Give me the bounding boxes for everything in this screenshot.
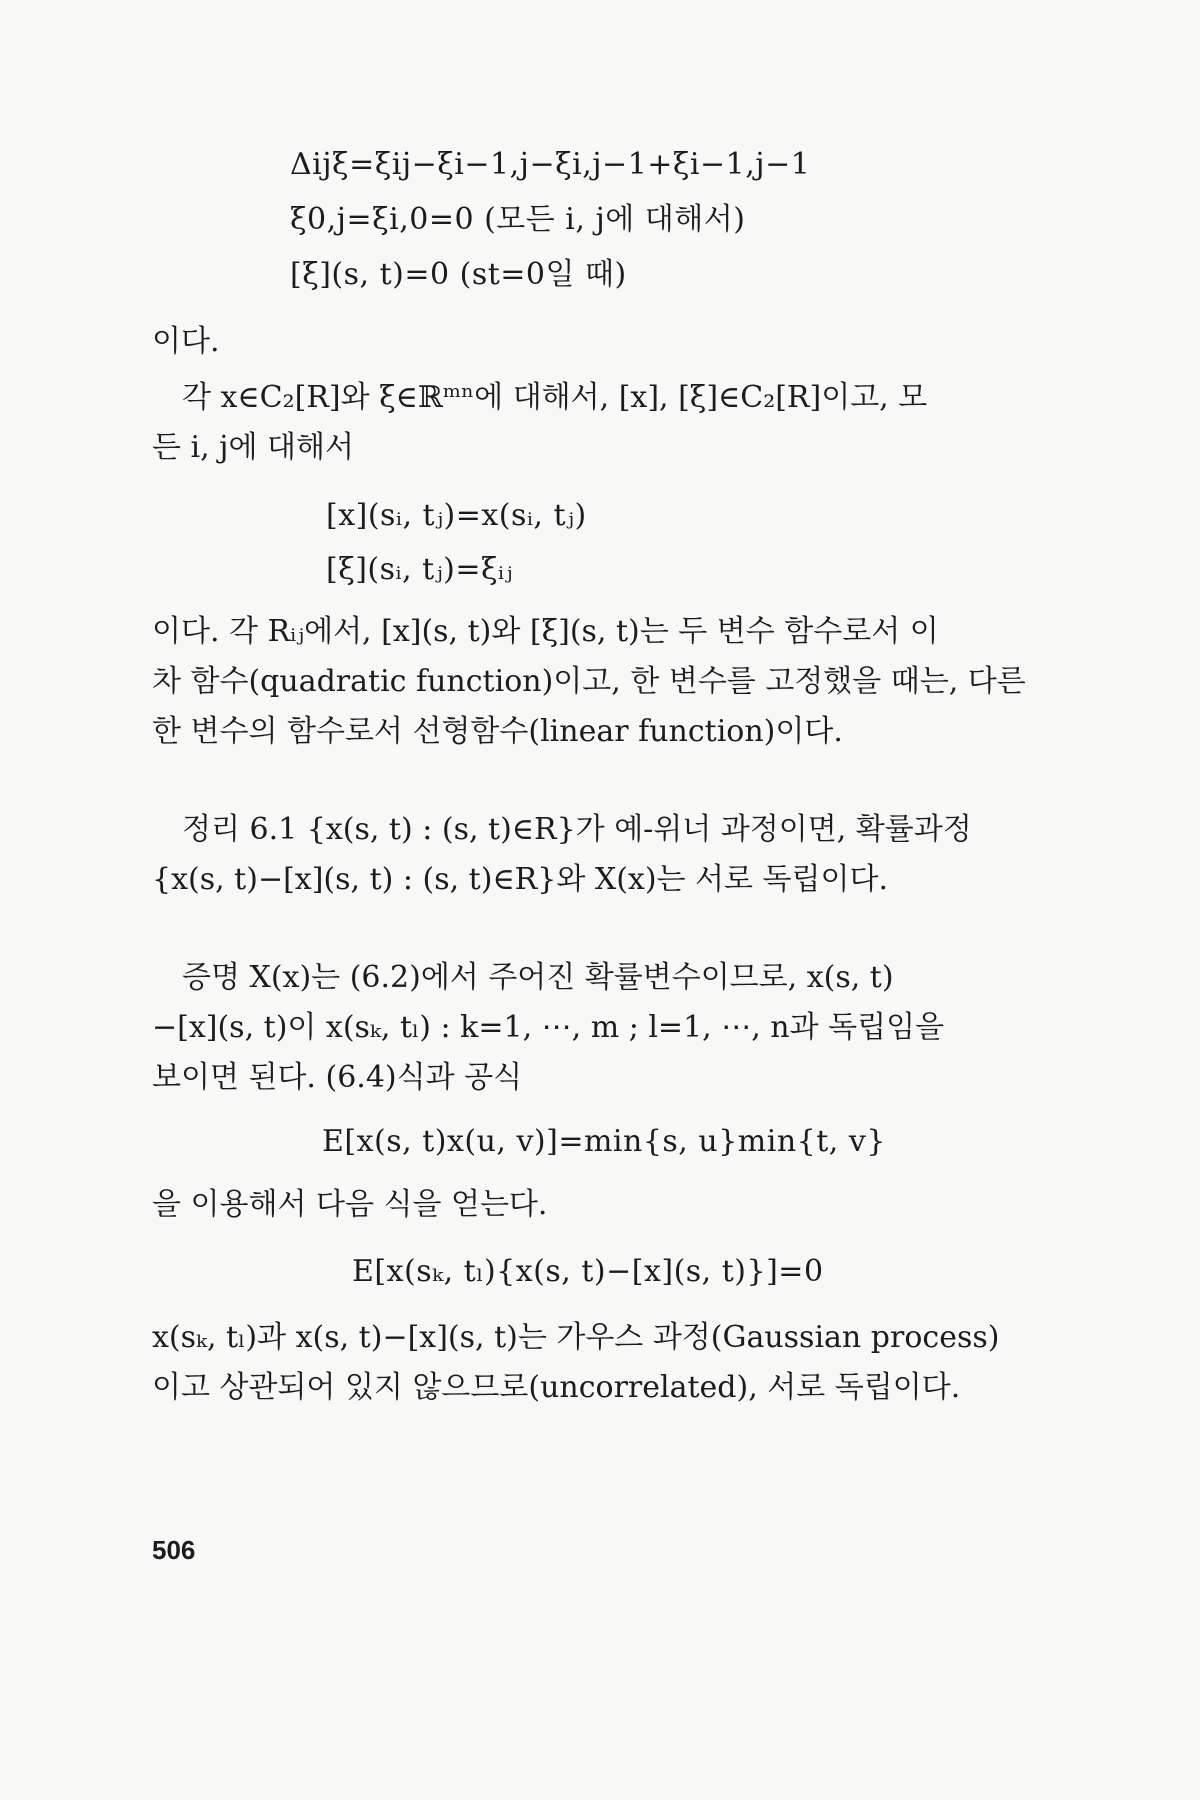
text-line: 한 변수의 함수로서 선형함수(linear function)이다. [152, 714, 843, 749]
equation-zero: [ξ](s, t)=0 (st=0일 때) [290, 257, 627, 292]
equation-delta: Δijξ=ξij−ξi−1,j−ξi,j−1+ξi−1,j−1 [290, 147, 811, 182]
proof-line: 보이면 된다. (6.4)식과 공식 [152, 1060, 523, 1095]
proof-line: x(sₖ, tₗ)과 x(s, t)−[x](s, t)는 가우스 과정(Gaussian process) [152, 1320, 1000, 1355]
page-number: 506 [152, 1535, 196, 1565]
proof-line: 을 이용해서 다음 식을 얻는다. [152, 1187, 548, 1222]
text-line: 이다. 각 Rᵢⱼ에서, [x](s, t)와 [ξ](s, t)는 두 변수 함수로서 이 [152, 614, 939, 649]
proof-line: 증명 X(x)는 (6.2)에서 주어진 확률변수이므로, x(s, t) [182, 960, 894, 995]
theorem-line: {x(s, t)−[x](s, t) : (s, t)∈R}와 X(x)는 서로 독립이다. [152, 862, 888, 897]
equation-covariance: E[x(s, t)x(u, v)]=min{s, u}min{t, v} [322, 1124, 886, 1159]
proof-line: −[x](s, t)이 x(sₖ, tₗ) : k=1, ⋯, m ; l=1, ⋯, n과 독립임을 [152, 1010, 945, 1045]
equation-expectation: E[x(sₖ, tₗ){x(s, t)−[x](s, t)}]=0 [352, 1254, 824, 1289]
proof-line: 이고 상관되어 있지 않으므로(uncorrelated), 서로 독립이다. [152, 1370, 961, 1405]
equation-xi: [ξ](sᵢ, tⱼ)=ξᵢⱼ [326, 552, 513, 587]
text-line: 차 함수(quadratic function)이고, 한 변수를 고정했을 때는, 다른 [152, 664, 1026, 699]
theorem-line: 정리 6.1 {x(s, t) : (s, t)∈R}가 예-위너 과정이면, 확률과정 [182, 812, 972, 847]
text-line: 각 x∈C₂[R]와 ξ∈ℝᵐⁿ에 대해서, [x], [ξ]∈C₂[R]이고, 모 [182, 380, 928, 415]
text-line: 이다. [152, 324, 220, 359]
text-line: 든 i, j에 대해서 [152, 430, 354, 465]
equation-x: [x](sᵢ, tⱼ)=x(sᵢ, tⱼ) [326, 498, 587, 533]
equation-boundary: ξ0,j=ξi,0=0 (모든 i, j에 대해서) [290, 202, 746, 237]
